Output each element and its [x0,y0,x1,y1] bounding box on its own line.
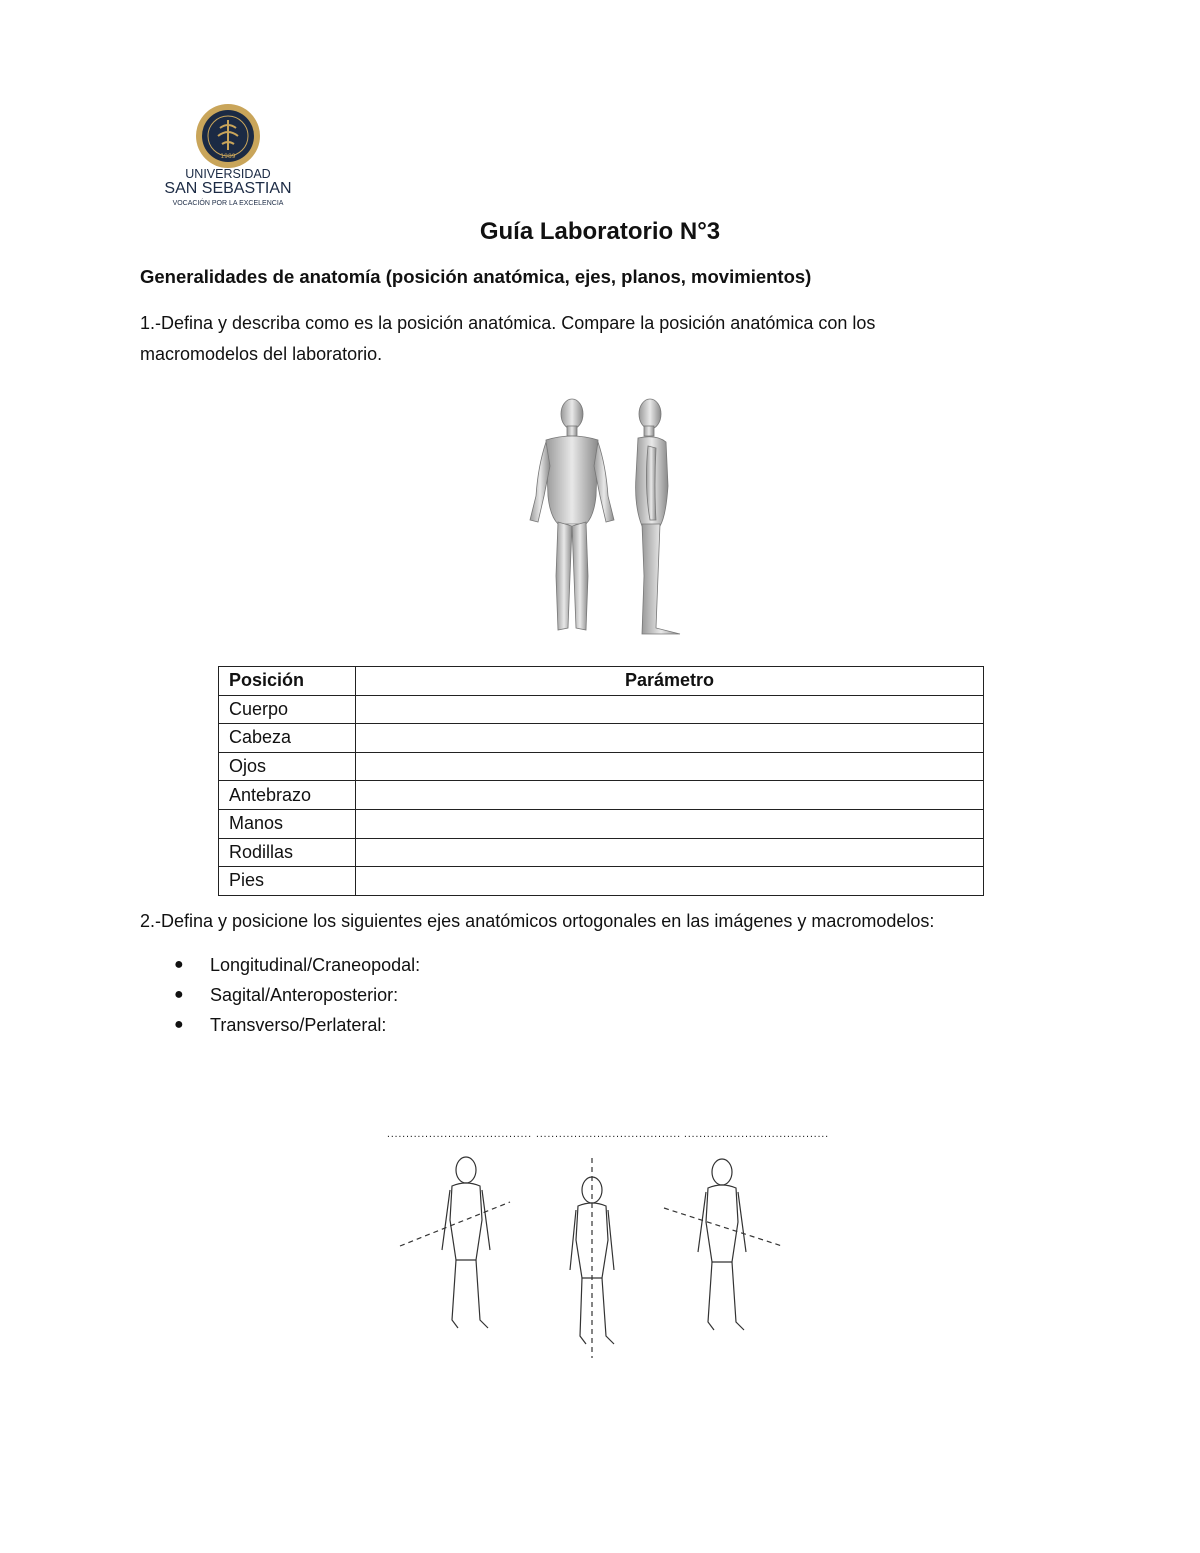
parameter-cell[interactable] [356,752,984,781]
question-2: 2.-Defina y posicione los siguientes ejes anatómicos ortogonales en las imágenes y macromodelos: [140,911,935,931]
header-parameter: Parámetro [356,667,984,696]
logo-motto: VOCACIÓN POR LA EXCELENCIA [172,200,284,207]
axis-label: Sagital/Anteroposterior: [210,985,399,1005]
row-label: Antebrazo [219,781,356,810]
bullet-icon: ● [174,1016,184,1033]
list-item [170,950,420,980]
list-item [170,1010,420,1040]
row-label: Cabeza [219,724,356,753]
table-row [219,867,984,896]
list-item [170,980,420,1010]
table-row [219,695,984,724]
table-header-row [219,667,984,696]
table-row [219,838,984,867]
section-subtitle: Generalidades de anatomía (posición anatómica, ejes, planos, movimientos) [140,266,812,287]
axes-list [170,950,420,1040]
seal-year: 1989 [220,153,236,160]
parameter-cell[interactable] [356,724,984,753]
answer-blank-3[interactable]: ...................................... [683,1130,829,1139]
parameter-cell[interactable] [356,781,984,810]
header-position: Posición [219,667,356,696]
figure-sagittal-axis [664,1159,782,1330]
bullet-icon: ● [174,986,184,1003]
front-view-body [530,399,614,630]
axis-label: Transverso/Perlateral: [210,1015,387,1035]
side-view-body [636,399,680,634]
answer-blank-1[interactable]: ...................................... [386,1130,532,1139]
axes-figures [396,1150,786,1360]
parameter-cell[interactable] [356,809,984,838]
table-row [219,809,984,838]
anatomical-position-figure [516,396,696,640]
parameter-cell[interactable] [356,838,984,867]
table-row [219,752,984,781]
axis-label: Longitudinal/Craneopodal: [210,955,421,975]
answer-blank-2[interactable]: ...................................... [535,1130,681,1139]
logo-line2: SAN SEBASTIAN [164,180,292,197]
bullet-icon: ● [174,956,184,973]
row-label: Cuerpo [219,695,356,724]
row-label: Pies [219,867,356,896]
table-row [219,781,984,810]
university-logo [158,100,300,212]
logo-line1: UNIVERSIDAD [185,167,271,181]
row-label: Rodillas [219,838,356,867]
row-label: Ojos [219,752,356,781]
question-1-line1: 1.-Defina y describa como es la posición anatómica. Compare la posición anatómica con los [140,313,876,333]
question-1-line2: macromodelos del laboratorio. [140,344,383,364]
figure-longitudinal-axis [570,1158,614,1358]
figure-transverse-axis [400,1157,510,1328]
parameter-cell[interactable] [356,867,984,896]
parameter-cell[interactable] [356,695,984,724]
anatomical-position-table [218,666,984,896]
page-title: Guía Laboratorio N°3 [479,218,721,245]
table-row [219,724,984,753]
row-label: Manos [219,809,356,838]
question-1 [140,308,1040,370]
